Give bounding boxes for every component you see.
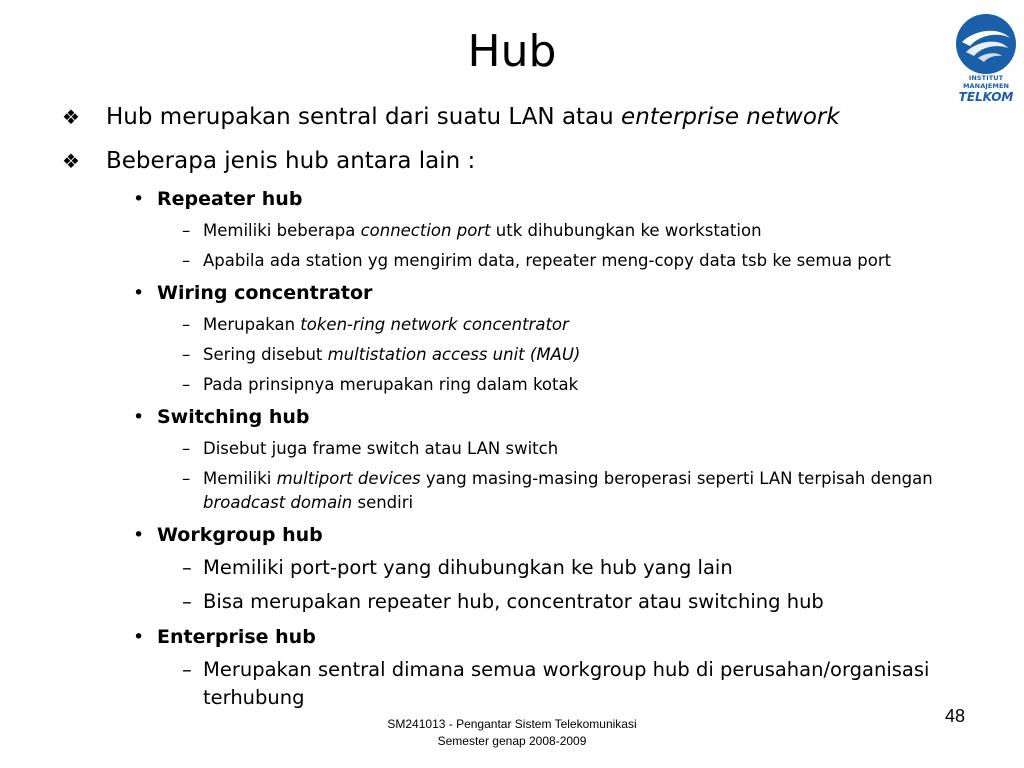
slide-title: Hub (467, 26, 557, 77)
diamond-bullet-icon: ❖ (62, 105, 80, 129)
logo-caption (950, 74, 1022, 104)
diamond-bullet-icon: ❖ (62, 149, 80, 173)
footer-course: SM241013 - Pengantar Sistem Telekomunikasi (387, 717, 637, 731)
logo-line2: TELKOM (958, 90, 1014, 104)
slide-footer (312, 716, 712, 750)
bullet-text: Hub merupakan sentral dari suatu LAN atau enterprise network (106, 104, 840, 130)
footer-semester: Semester genap 2008-2009 (437, 734, 587, 748)
bullet-text: Beberapa jenis hub antara lain : (106, 148, 476, 174)
page-number: 48 (944, 706, 966, 726)
logo-line1: INSTITUT MANAJEMEN (962, 74, 1010, 90)
